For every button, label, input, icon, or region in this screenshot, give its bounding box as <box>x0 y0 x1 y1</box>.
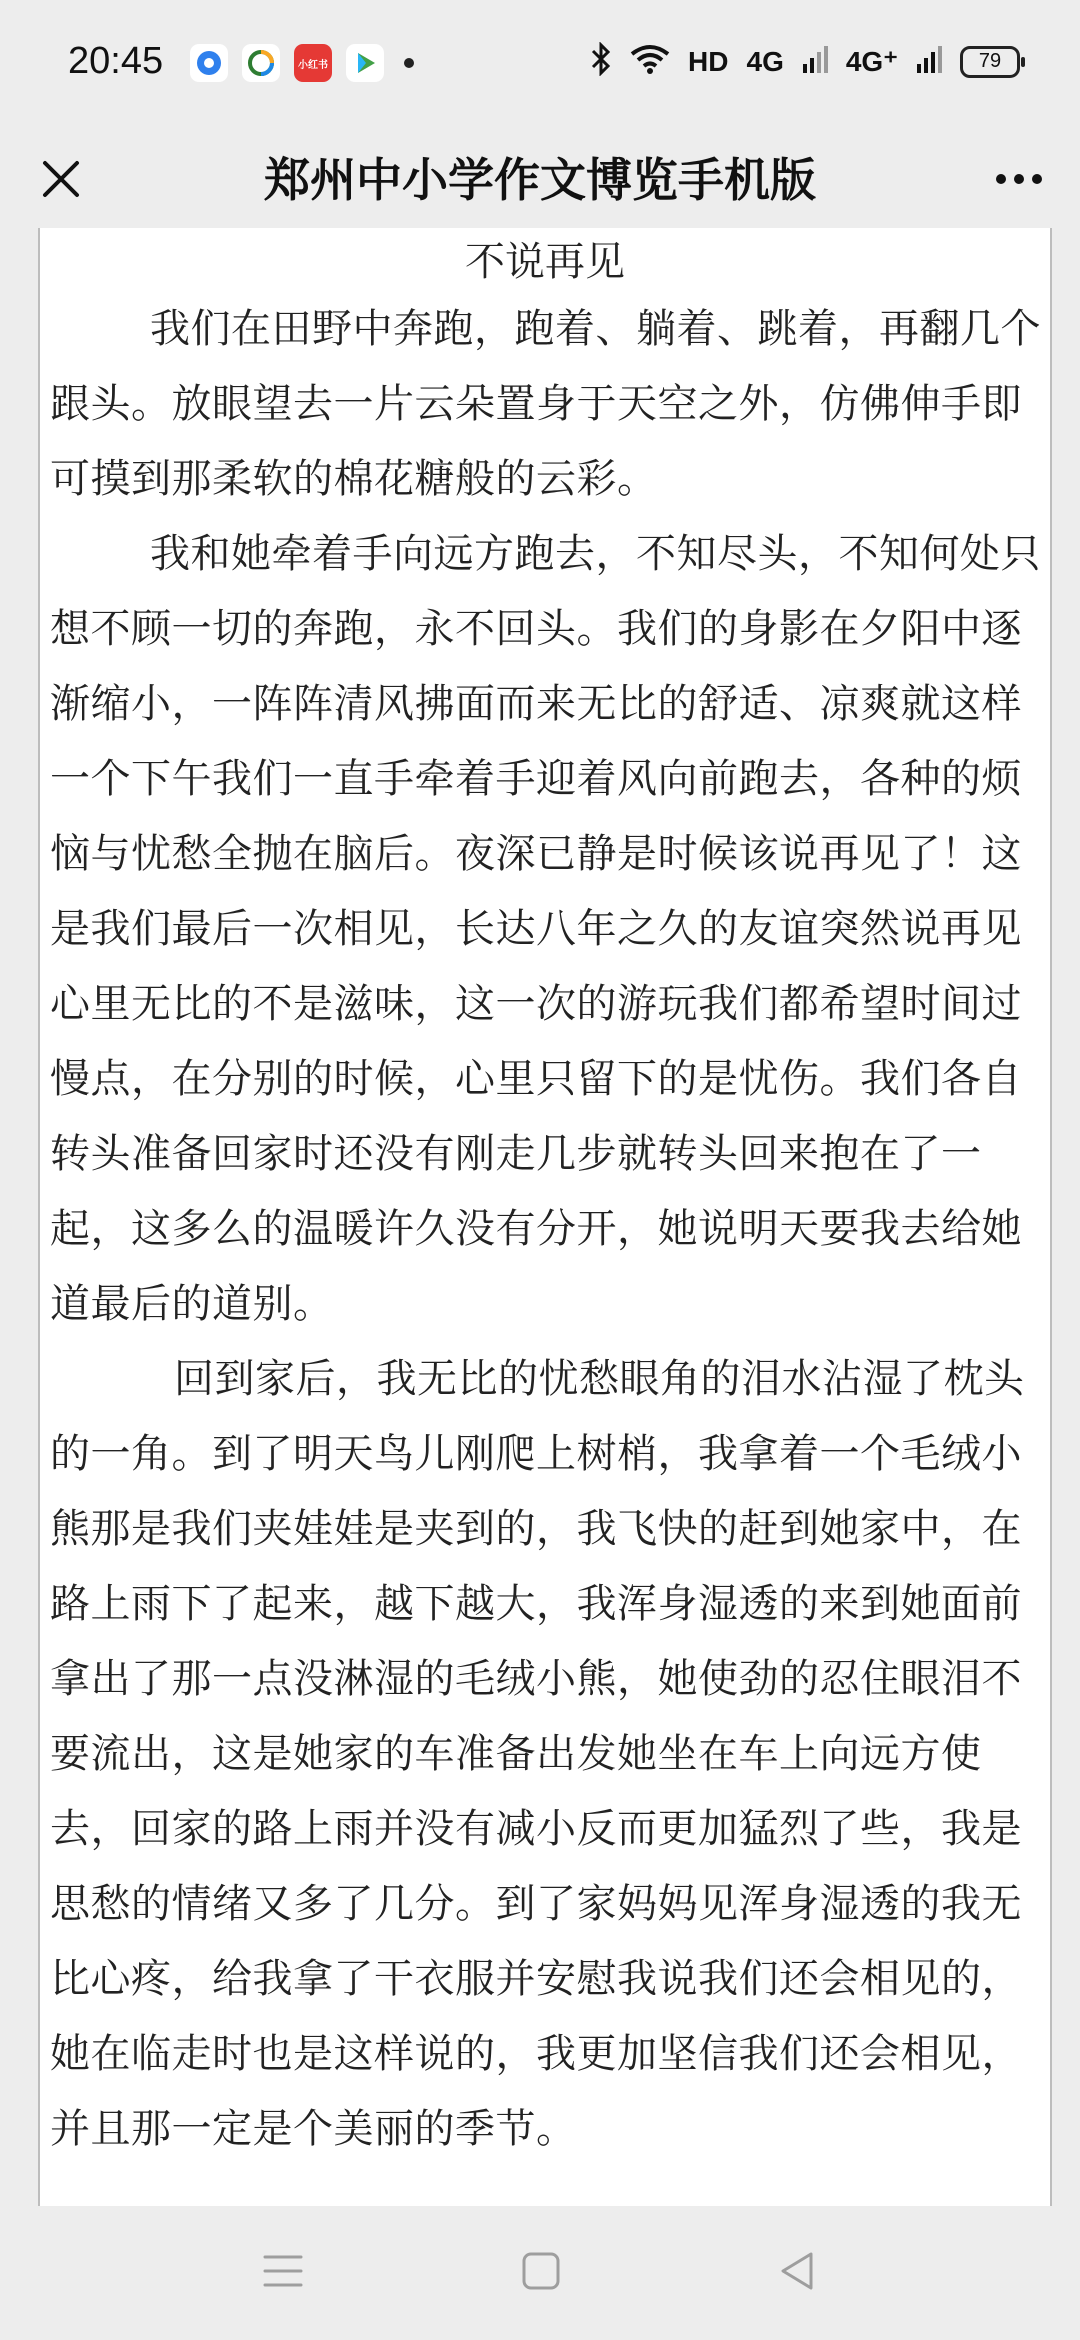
signal-1-label: 4G <box>746 45 784 77</box>
xiaohongshu-label: 小红书 <box>298 59 328 71</box>
menu-button[interactable] <box>248 2236 318 2306</box>
home-icon <box>521 2251 561 2291</box>
article-paragraph: 我和她牵着手向远方跑去，不知尽头，不知何处只想不顾一切的奔跑，永不回头。我们的身影在夕阳中逐渐缩小，一阵阵清风拂面而来无比的舒适、凉爽就这样一个下午我们一直手牵着手迎着风向前跑去，各种的烦恼与忧愁全抛在脑后。夜深已静是时候该说再见了！这是我们最后一次相见，长达八年之久的友谊突然说再见心里无比的不是滋味，这一次的游玩我们都希望时间过慢点，在分别的时候，心里只留下的是忧伤。我们各自转头准备回家时还没有刚走几步就转头回来抱在了一起，这多么的温暖许久没有分开，她说明天要我去给她道最后的道别。 <box>50 531 1041 1327</box>
article-paragraph: 我们在田野中奔跑，跑着、躺着、跳着，再翻几个跟头。放眼望去一片云朵置身于天空之外，仿佛伸手即可摸到那柔软的棉花糖般的云彩。 <box>50 306 1041 502</box>
more-options-button[interactable] <box>982 142 1056 216</box>
battery-icon <box>960 46 1020 78</box>
battery-level: 79 <box>978 50 1002 72</box>
more-dot-icon <box>996 174 1006 184</box>
signal-1-icon <box>802 44 828 79</box>
article-paragraph: 回到家后，我无比的忧愁眼角的泪水沾湿了枕头的一角。到了明天鸟儿刚爬上树梢，我拿着一个毛绒小熊那是我们夹娃娃是夹到的，我飞快的赶到她家中，在路上雨下了起来，越下越大，我浑身湿透的来到她面前拿出了那一点没淋湿的毛绒小熊，她使劲的忍住眼泪不要流出，这是她家的车准备出发她坐在车上向远方使去，回家的路上雨并没有减小反而更加猛烈了些，我是思愁的情绪又多了几分。到了家妈妈见浑身湿透的我无比心疼，给我拿了干衣服并安慰我说我们还会相见的，她在临走时也是这样说的，我更加坚信我们还会相见，并且那一定是个美丽的季节。 <box>50 1356 1025 2152</box>
status-bar <box>0 0 1080 132</box>
signal-2-label: 4G⁺ <box>845 46 898 77</box>
status-time: 20:45 <box>68 40 164 82</box>
more-dot-icon <box>1032 174 1042 184</box>
video-app-icon <box>346 44 384 82</box>
system-icons <box>590 42 1020 81</box>
bluetooth-icon <box>590 42 612 81</box>
menu-icon <box>263 2253 303 2289</box>
signal-2-icon <box>916 44 942 79</box>
wifi-icon <box>630 44 670 79</box>
home-button[interactable] <box>506 2236 576 2306</box>
location-app-icon <box>190 44 228 82</box>
title-bar <box>0 132 1080 228</box>
browser-app-icon <box>242 44 280 82</box>
hd-indicator: HD <box>688 45 729 77</box>
back-button[interactable] <box>762 2236 832 2306</box>
more-notifications-dot <box>404 58 414 68</box>
back-icon <box>777 2250 817 2292</box>
article-content[interactable] <box>38 228 1052 2206</box>
notification-icons <box>190 44 414 82</box>
xiaohongshu-app-icon <box>294 44 332 82</box>
more-dot-icon <box>1014 174 1024 184</box>
page-title: 郑州中小学作文博览手机版 <box>264 153 816 207</box>
navigation-bar <box>0 2206 1080 2340</box>
article-title: 不说再见 <box>465 239 625 285</box>
